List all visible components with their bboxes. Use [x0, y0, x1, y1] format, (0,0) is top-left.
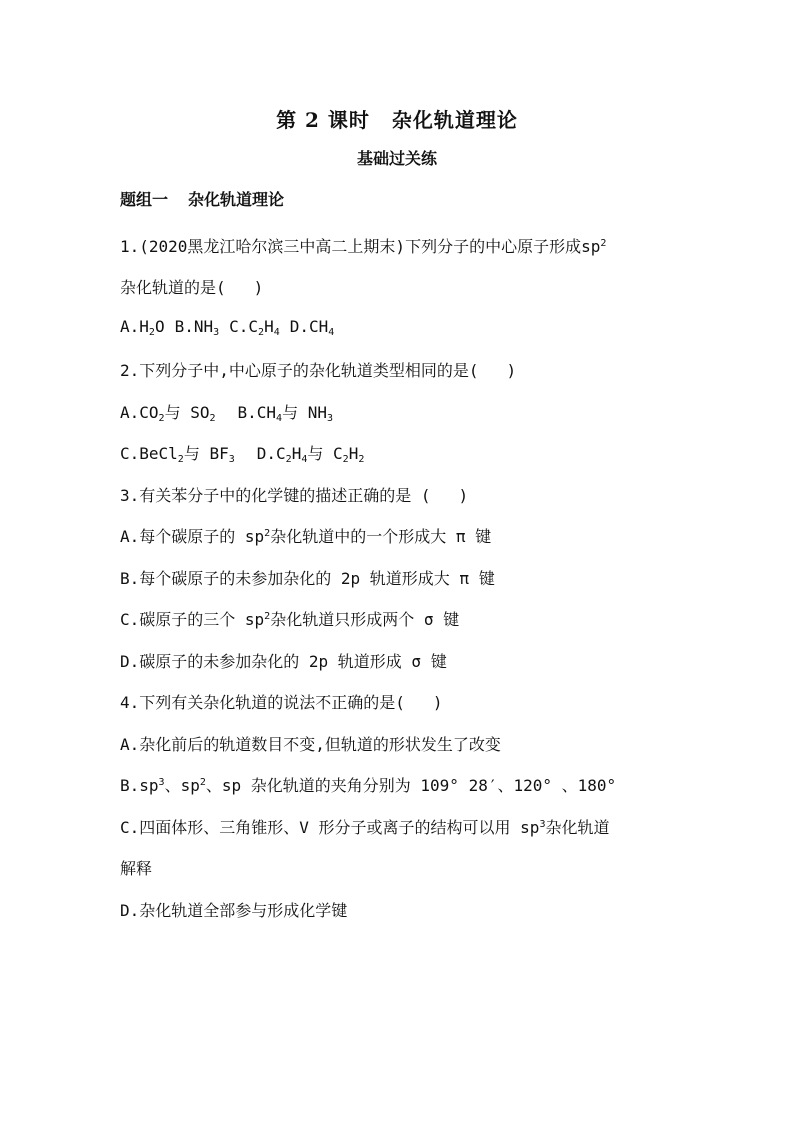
- question-group-heading: 题组一 杂化轨道理论: [120, 190, 285, 209]
- question-4-option-c: C.四面体形、三角锥形、V 形分子或离子的结构可以用 $sp^3$杂化轨道: [120, 818, 610, 837]
- question-3-stem: 3.有关苯分子中的化学键的描述正确的是 ( ): [120, 486, 469, 505]
- question-3-option-d: D.碳原子的未参加杂化的 2p 轨道形成 σ 键: [120, 652, 447, 671]
- question-4-option-b: $B.sp^3$、$sp^2$、sp 杂化轨道的夹角分别为 109° 28′、120° 、180°: [120, 776, 617, 795]
- question-4-stem: 4.下列有关杂化轨道的说法不正确的是( ): [120, 693, 443, 712]
- lesson-title: [0, 104, 794, 133]
- question-2-stem: 2.下列分子中,中心原子的杂化轨道类型相同的是( ): [120, 361, 517, 380]
- question-1-stem: 1.(2020黑龙江哈尔滨三中高二上期末)下列分子的中心原子形成$sp^2$: [120, 237, 607, 256]
- question-4-option-c-cont: 解释: [120, 859, 153, 878]
- lesson-topic: 杂化轨道理论: [391, 108, 518, 132]
- question-2-options-ab: $A.CO_2$与 $SO_2$ $B.CH_4$与 $NH_3$: [120, 403, 333, 424]
- question-3-option-b: B.每个碳原子的未参加杂化的 2p 轨道形成大 π 键: [120, 569, 495, 588]
- question-3-option-c: C.碳原子的三个 $sp^2$杂化轨道只形成两个 σ 键: [120, 610, 460, 629]
- question-1-options: $A.H_2O$ $B.NH_3$ $C.C_2H_4$ $D.CH_4$: [120, 317, 335, 338]
- question-3-option-a: A.每个碳原子的 $sp^2$杂化轨道中的一个形成大 π 键: [120, 527, 492, 546]
- section-subtitle: 基础过关练: [356, 149, 437, 168]
- question-4-option-a: A.杂化前后的轨道数目不变,但轨道的形状发生了改变: [120, 735, 501, 754]
- question-2-options-cd: C.BeCl$_2$与 $BF_3$ $D.C_2H_4$与 $C_2H_2$: [120, 444, 365, 465]
- lesson-number: 第 2 课时: [276, 108, 370, 132]
- question-1-stem-cont: 杂化轨道的是( ): [120, 278, 264, 297]
- question-4-option-d: D.杂化轨道全部参与形成化学键: [120, 901, 348, 920]
